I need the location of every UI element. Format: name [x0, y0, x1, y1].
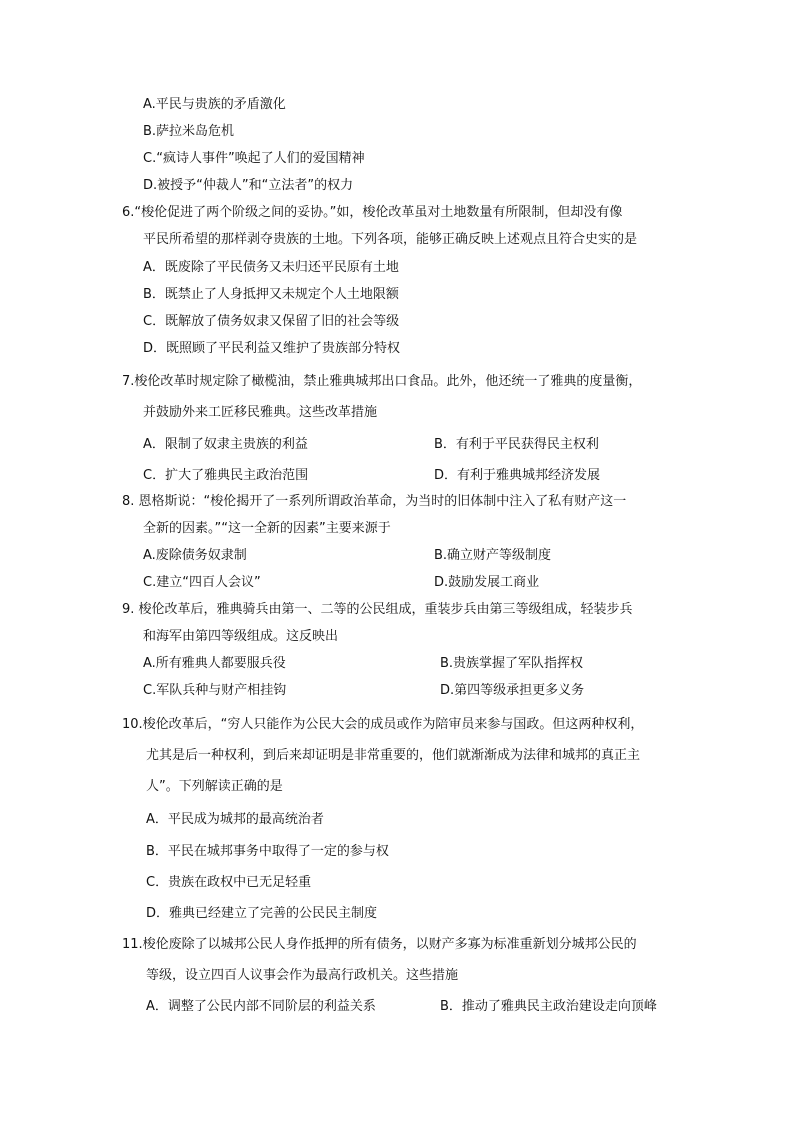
q10-option-c: C．贵族在政权中已无足轻重: [146, 875, 312, 890]
q9-option-c: C.军队兵种与财产相挂钩: [143, 683, 287, 698]
q7-option-d: D．有利于雅典城邦经济发展: [434, 468, 601, 483]
q11-stem-line-2: 等级，设立四百人议事会作为最高行政机关。这些措施: [146, 968, 459, 983]
q6-stem-line-2: 平民所希望的那样剥夺贵族的土地。下列各项，能够正确反映上述观点且符合史实的是: [143, 232, 638, 247]
q8-stem-line-1: 8. 恩格斯说：“梭伦揭开了一系列所谓政治革命，为当时的旧体制中注入了私有财产这一: [122, 494, 627, 509]
q9-option-b: B.贵族掌握了军队指挥权: [440, 656, 584, 671]
q11-option-b: B．推动了雅典民主政治建设走向顶峰: [440, 999, 657, 1014]
q10-option-d: D．雅典已经建立了完善的公民民主制度: [146, 906, 378, 921]
q11-stem-line-1: 11.梭伦废除了以城邦公民人身作抵押的所有债务，以财产多寡为标准重新划分城邦公民的: [122, 937, 637, 952]
q7-option-a: A．限制了奴隶主贵族的利益: [143, 437, 308, 452]
q5-option-d: D.被授予“仲裁人”和“立法者”的权力: [143, 178, 354, 193]
q8-option-a: A.废除债务奴隶制: [143, 548, 247, 563]
q10-stem-line-1: 10.梭伦改革后，“穷人只能作为公民大会的成员或作为陪审员来参与国政。但这两种权利，: [122, 717, 644, 732]
q9-option-a: A.所有雅典人都要服兵役: [143, 656, 286, 671]
q11-option-a: A．调整了公民内部不同阶层的利益关系: [146, 999, 376, 1014]
q6-option-b: B．既禁止了人身抵押又未规定个人土地限额: [143, 287, 399, 302]
q7-option-c: C．扩大了雅典民主政治范围: [143, 468, 309, 483]
q9-stem-line-2: 和海军由第四等级组成。这反映出: [143, 629, 339, 644]
q7-stem-line-1: 7.梭伦改革时规定除了橄榄油，禁止雅典城邦出口食品。此外，他还统一了雅典的度量衡，: [122, 374, 642, 389]
q8-option-b: B.确立财产等级制度: [434, 548, 552, 563]
q5-option-a: A.平民与贵族的矛盾激化: [143, 97, 286, 112]
q7-stem-line-2: 并鼓励外来工匠移民雅典。这些改革措施: [143, 405, 378, 420]
q9-option-d: D.第四等级承担更多义务: [440, 683, 585, 698]
q5-option-b: B.萨拉米岛危机: [143, 124, 235, 139]
q8-stem-line-2: 全新的因素。”“这一全新的因素”主要来源于: [143, 521, 391, 536]
q10-option-a: A．平民成为城邦的最高统治者: [146, 812, 324, 827]
q6-option-a: A．既废除了平民债务又未归还平民原有土地: [143, 260, 399, 275]
q6-option-d: D．既照顾了平民利益又维护了贵族部分特权: [143, 341, 401, 356]
q6-stem-line-1: 6.“梭伦促进了两个阶级之间的妥协。”如，梭伦改革虽对土地数量有所限制，但却没有像: [122, 205, 623, 220]
q8-option-c: C.建立“四百人会议”: [143, 575, 261, 590]
q8-option-d: D.鼓励发展工商业: [434, 575, 540, 590]
q10-option-b: B．平民在城邦事务中取得了一定的参与权: [146, 844, 389, 859]
q9-stem-line-1: 9. 梭伦改革后，雅典骑兵由第一、二等的公民组成，重装步兵由第三等级组成，轻装步兵: [122, 602, 633, 617]
q6-option-c: C．既解放了债务奴隶又保留了旧的社会等级: [143, 314, 400, 329]
q10-stem-line-3: 人”。下列解读正确的是: [146, 779, 283, 794]
q5-option-c: C.“疯诗人事件”唤起了人们的爱国精神: [143, 151, 365, 166]
q10-stem-line-2: 尤其是后一种权利，到后来却证明是非常重要的，他们就渐渐成为法律和城邦的真正主: [146, 748, 641, 763]
q7-option-b: B．有利于平民获得民主权利: [434, 437, 599, 452]
